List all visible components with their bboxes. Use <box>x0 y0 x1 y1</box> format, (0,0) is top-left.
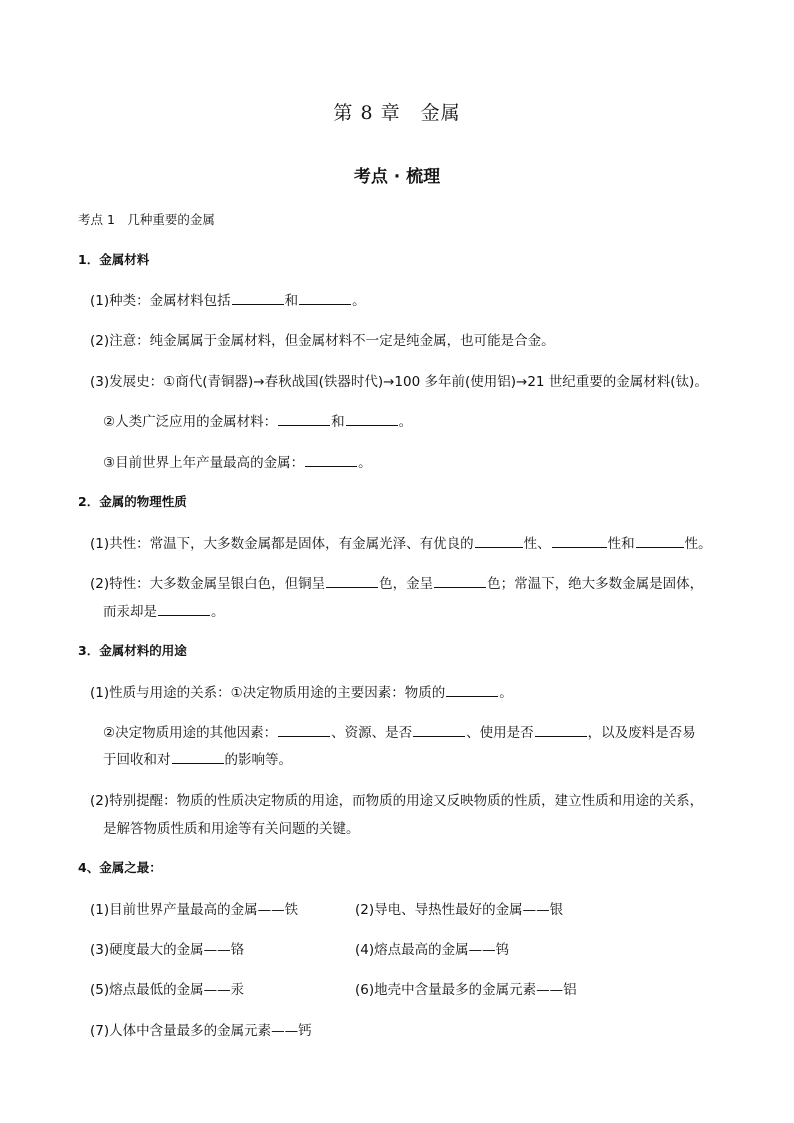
section-1-heading: 1．金属材料 <box>78 252 150 267</box>
metal-fact-item: (6)地壳中含量最多的金属元素——铝 <box>355 982 577 998</box>
answer-blank[interactable] <box>326 575 378 588</box>
section-2-heading: 2．金属的物理性质 <box>78 494 187 509</box>
metal-fact-item: (3)硬度最大的金属——铬 <box>90 942 245 958</box>
answer-blank[interactable] <box>413 724 465 737</box>
answer-blank[interactable] <box>299 292 351 305</box>
s2-line-1: (1)共性：常温下，大多数金属都是固体，有金属光泽、有优良的 性、 性和 性。 <box>90 536 712 552</box>
s1-line-4: ②人类广泛应用的金属材料： 和 。 <box>103 414 413 430</box>
metal-fact-item: (1)目前世界产量最高的金属——铁 <box>90 902 299 918</box>
s2-line-2: (2)特性：大多数金属呈银白色，但铜呈 色，金呈 色；常温下，绝大多数金属是固体， <box>90 576 704 592</box>
s1-line-5: ③目前世界上年产量最高的金属： 。 <box>103 455 372 471</box>
answer-blank[interactable] <box>446 684 498 697</box>
section-4-heading: 4、金属之最： <box>78 860 162 875</box>
s3-line-1: (1)性质与用途的关系：①决定物质用途的主要因素：物质的 。 <box>90 685 513 701</box>
answer-blank[interactable] <box>278 724 330 737</box>
metal-fact-item: (2)导电、导热性最好的金属——银 <box>355 902 564 918</box>
answer-blank[interactable] <box>346 413 398 426</box>
answer-blank[interactable] <box>172 751 224 764</box>
s2-line-3: 而汞却是 。 <box>103 604 225 620</box>
s1-line-3: (3)发展史：①商代(青铜器)→春秋战国(铁器时代)→100 多年前(使用铝)→21 世纪重要的金属材料(钛)。 <box>90 374 708 390</box>
metal-fact-item: (5)熔点最低的金属——汞 <box>90 982 245 998</box>
answer-blank[interactable] <box>232 292 284 305</box>
topic-heading: 考点 1 几种重要的金属 <box>78 212 215 227</box>
s3-line-4: (2)特别提醒：物质的性质决定物质的用途，而物质的用途又反映物质的性质，建立性质和用途的关系， <box>90 793 704 809</box>
answer-blank[interactable] <box>636 535 684 548</box>
s3-line-2: ②决定物质用途的其他因素： 、资源、是否 、使用是否 ，以及废料是否易 <box>103 725 696 741</box>
metal-fact-item: (4)熔点最高的金属——钨 <box>355 942 510 958</box>
answer-blank[interactable] <box>434 575 486 588</box>
answer-blank[interactable] <box>158 603 210 616</box>
s1-line-1: (1)种类：金属材料包括 和 。 <box>90 293 366 309</box>
answer-blank[interactable] <box>552 535 607 548</box>
chapter-title: 第 8 章 金属 <box>333 102 461 124</box>
section-subtitle: 考点 · 梳理 <box>353 167 441 187</box>
answer-blank[interactable] <box>305 454 357 467</box>
metal-fact-item: (7)人体中含量最多的金属元素——钙 <box>90 1023 312 1039</box>
s1-line-2: (2)注意：纯金属属于金属材料，但金属材料不一定是纯金属，也可能是合金。 <box>90 333 555 349</box>
section-3-heading: 3．金属材料的用途 <box>78 643 187 658</box>
s3-line-5: 是解答物质性质和用途等有关问题的关键。 <box>103 821 360 837</box>
s3-line-3: 于回收和对 的影响等。 <box>103 752 292 768</box>
answer-blank[interactable] <box>535 724 587 737</box>
answer-blank[interactable] <box>475 535 523 548</box>
answer-blank[interactable] <box>278 413 330 426</box>
